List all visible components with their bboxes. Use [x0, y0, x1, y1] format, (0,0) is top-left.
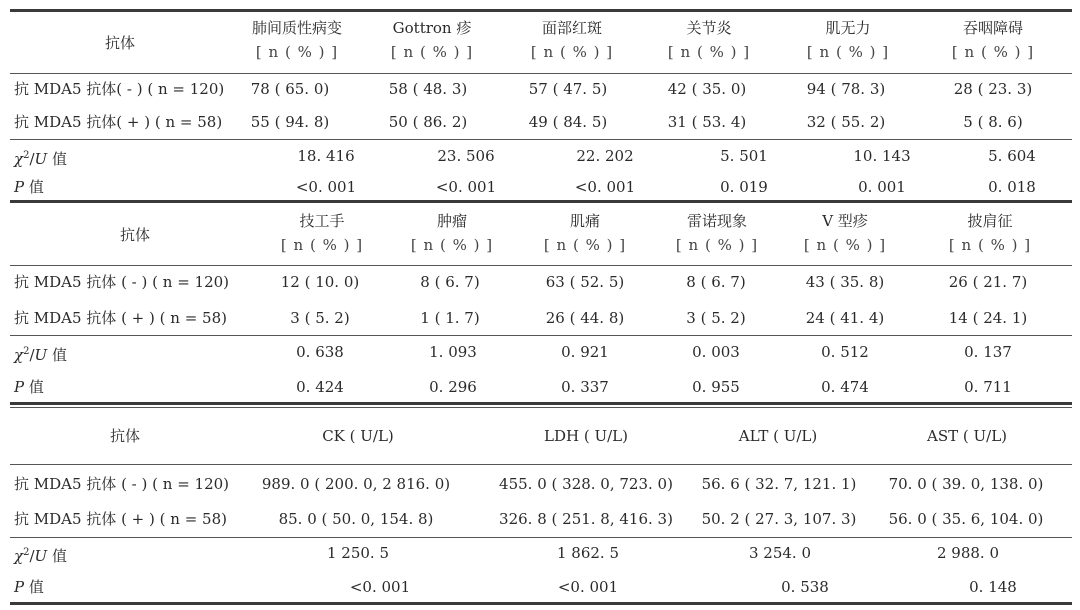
table2-corner-header: 抗体	[119, 226, 151, 244]
table-cell: 326. 8 ( 251. 8, 416. 3)	[499, 510, 673, 528]
table-cell: 0. 955	[692, 378, 740, 396]
table-cell: 28 ( 23. 3)	[953, 80, 1033, 98]
table-cell: 989. 0 ( 200. 0, 2 816. 0)	[261, 475, 451, 493]
table-cell: 26 ( 21. 7)	[948, 273, 1028, 291]
table-cell: 0. 337	[561, 378, 609, 396]
table-cell: 31 ( 53. 4)	[667, 113, 747, 131]
table3-col-header: LDH ( U/L)	[544, 427, 628, 445]
table-cell: <0. 001	[574, 178, 636, 196]
table-cell: <0. 001	[349, 578, 411, 596]
table-cell: 50 ( 86. 2)	[388, 113, 468, 131]
table-cell: 10. 143	[853, 147, 911, 165]
table-cell: 0. 711	[964, 378, 1012, 396]
table2-header-rule	[10, 265, 1072, 266]
table3-stat-label: $\chi^2/U$ 值	[14, 547, 67, 565]
table1-stat-label: $\chi^2/U$ 值	[14, 150, 67, 168]
table2-col-header: 肌痛 [ n ( % ) ]	[543, 212, 627, 254]
table-cell: 23. 506	[437, 147, 495, 165]
table1-header-rule	[10, 73, 1072, 74]
table3-top-rule	[10, 407, 1072, 408]
table1-p-label: P 值	[14, 178, 44, 196]
table2-bottom-rule	[10, 402, 1072, 405]
table1-col-header: 肌无力 [ n ( % ) ]	[806, 19, 890, 61]
table1-col-header: 吞咽障碍 [ n ( % ) ]	[951, 19, 1035, 61]
table-cell: 0. 148	[969, 578, 1017, 596]
table-cell: 12 ( 10. 0)	[280, 273, 360, 291]
table-cell: 5. 501	[720, 147, 768, 165]
table2-col-header: 技工手 [ n ( % ) ]	[280, 212, 364, 254]
table-cell: 0. 512	[821, 343, 869, 361]
table-cell: 56. 0 ( 35. 6, 104. 0)	[888, 510, 1044, 528]
table-cell: 1 ( 1. 7)	[420, 309, 480, 327]
table2-stat-label: $\chi^2/U$ 值	[14, 346, 67, 364]
table-cell: 63 ( 52. 5)	[545, 273, 625, 291]
table2-body-rule	[10, 335, 1072, 336]
table1-top-rule	[10, 9, 1072, 12]
table3-body-rule	[10, 537, 1072, 538]
table3-col-header: ALT ( U/L)	[738, 427, 818, 445]
table2-p-label: P 值	[14, 378, 44, 396]
table1-row-label: 抗 MDA5 抗体( - ) ( n = 120)	[14, 80, 225, 98]
table3-col-header: AST ( U/L)	[926, 427, 1008, 445]
table-cell: 85. 0 ( 50. 0, 154. 8)	[278, 510, 434, 528]
table3-row-label: 抗 MDA5 抗体 ( + ) ( n = 58)	[14, 510, 227, 528]
table1-col-header: 关节炎 [ n ( % ) ]	[667, 19, 751, 61]
table-cell: 26 ( 44. 8)	[545, 309, 625, 327]
table3-header-rule	[10, 464, 1072, 465]
table2-col-header: 雷诺现象 [ n ( % ) ]	[675, 212, 759, 254]
table1-bottom-rule	[10, 200, 1072, 203]
table-cell: 49 ( 84. 5)	[528, 113, 608, 131]
table2-col-header: V 型疹 [ n ( % ) ]	[803, 212, 887, 254]
table-cell: 3 254. 0	[748, 544, 812, 562]
table-cell: 94 ( 78. 3)	[806, 80, 886, 98]
table-cell: 1. 093	[429, 343, 477, 361]
table-cell: 50. 2 ( 27. 3, 107. 3)	[701, 510, 857, 528]
table-cell: 1 862. 5	[556, 544, 620, 562]
table3-col-header: CK ( U/L)	[322, 427, 394, 445]
table3-corner-header: 抗体	[109, 427, 141, 445]
table-cell: 22. 202	[576, 147, 634, 165]
table1-body-rule	[10, 139, 1072, 140]
table-cell: <0. 001	[435, 178, 497, 196]
table-cell: 5 ( 8. 6)	[963, 113, 1023, 131]
table-cell: 14 ( 24. 1)	[948, 309, 1028, 327]
table-cell: 1 250. 5	[326, 544, 390, 562]
table-cell: 57 ( 47. 5)	[528, 80, 608, 98]
table-cell: 43 ( 35. 8)	[805, 273, 885, 291]
table3-row-label: 抗 MDA5 抗体 ( - ) ( n = 120)	[14, 475, 230, 493]
table1-col-header: 肺间质性病变 [ n ( % ) ]	[251, 19, 343, 61]
table-cell: 0. 019	[720, 178, 768, 196]
table2-row-label: 抗 MDA5 抗体 ( - ) ( n = 120)	[14, 273, 230, 291]
table2-col-header: 披肩征 [ n ( % ) ]	[948, 212, 1032, 254]
table-cell: 0. 474	[821, 378, 869, 396]
table1-row-label: 抗 MDA5 抗体( + ) ( n = 58)	[14, 113, 223, 131]
table-cell: 0. 638	[296, 343, 344, 361]
table-cell: 24 ( 41. 4)	[805, 309, 885, 327]
table-cell: <0. 001	[295, 178, 357, 196]
table-cell: 0. 003	[692, 343, 740, 361]
table1-col-header: Gottron 疹 [ n ( % ) ]	[390, 19, 474, 61]
table3-bottom-rule	[10, 602, 1072, 605]
table-cell: 55 ( 94. 8)	[250, 113, 330, 131]
table-cell: 32 ( 55. 2)	[806, 113, 886, 131]
table1-corner-header: 抗体	[104, 34, 136, 52]
table2-col-header: 肿瘤 [ n ( % ) ]	[410, 212, 494, 254]
table-cell: 0. 538	[781, 578, 829, 596]
table-cell: <0. 001	[557, 578, 619, 596]
table-cell: 8 ( 6. 7)	[686, 273, 746, 291]
table-cell: 0. 921	[561, 343, 609, 361]
table-cell: 5. 604	[988, 147, 1036, 165]
table-cell: 3 ( 5. 2)	[686, 309, 746, 327]
table3-p-label: P 值	[14, 578, 44, 596]
table-cell: 56. 6 ( 32. 7, 121. 1)	[701, 475, 857, 493]
table-cell: 78 ( 65. 0)	[250, 80, 330, 98]
table-cell: 0. 001	[858, 178, 906, 196]
table1-col-header: 面部红斑 [ n ( % ) ]	[530, 19, 614, 61]
table-cell: 70. 0 ( 39. 0, 138. 0)	[888, 475, 1044, 493]
table-cell: 42 ( 35. 0)	[667, 80, 747, 98]
table-cell: 0. 137	[964, 343, 1012, 361]
table-cell: 0. 296	[429, 378, 477, 396]
table-cell: 2 988. 0	[936, 544, 1000, 562]
table2-row-label: 抗 MDA5 抗体 ( + ) ( n = 58)	[14, 309, 227, 327]
table-cell: 58 ( 48. 3)	[388, 80, 468, 98]
table-cell: 455. 0 ( 328. 0, 723. 0)	[499, 475, 673, 493]
table-cell: 0. 018	[988, 178, 1036, 196]
table-cell: 3 ( 5. 2)	[290, 309, 350, 327]
table-cell: 18. 416	[297, 147, 355, 165]
table-cell: 8 ( 6. 7)	[420, 273, 480, 291]
table-cell: 0. 424	[296, 378, 344, 396]
